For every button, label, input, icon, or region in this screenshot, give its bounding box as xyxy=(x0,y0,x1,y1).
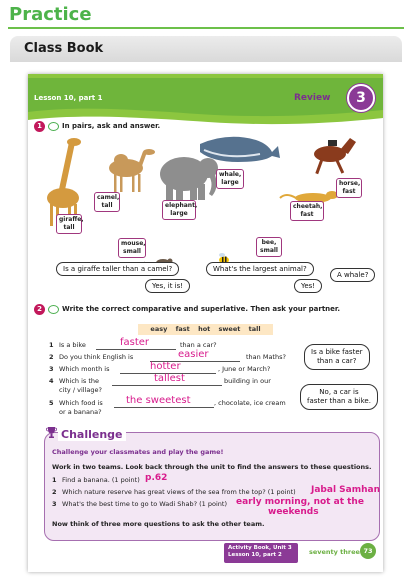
question-3-end: , June or March? xyxy=(218,365,271,373)
answer-line-5 xyxy=(114,407,214,408)
question-1: 1 Is a bike xyxy=(49,341,86,349)
review-badge: 3 xyxy=(347,84,375,112)
review-label: Review xyxy=(294,93,331,103)
answer-3: hotter xyxy=(150,361,181,372)
activity-book-tag: Activity Book, Unit 3 Lesson 10, part 2 xyxy=(224,543,298,563)
exercise-2-number: 2 xyxy=(34,304,45,315)
answer-line-4 xyxy=(112,385,222,386)
section-title: Class Book xyxy=(24,41,104,56)
challenge-closing: Now think of three more questions to ask the other team. xyxy=(52,520,265,528)
answer-4: tallest xyxy=(154,373,185,384)
question-5-line2: or a banana? xyxy=(59,408,102,416)
lesson-label: Lesson 10, part 1 xyxy=(34,94,103,102)
challenge-answer-1: p.62 xyxy=(145,473,168,483)
answer-2: easier xyxy=(178,349,209,360)
giraffe-label: giraffe, tall xyxy=(56,214,82,234)
page-number: 73 xyxy=(360,543,376,559)
elephant-icon xyxy=(160,157,218,200)
word-box xyxy=(138,324,273,335)
trophy-icon xyxy=(46,426,57,439)
cheetah-label: cheetah, fast xyxy=(290,201,324,221)
challenge-instruction: Work in two teams. Look back through the unit to find the answers to these questions. xyxy=(52,463,372,471)
word-box-item: sweet xyxy=(218,325,241,333)
title-divider xyxy=(8,27,404,29)
speech-bubble-b2: No, a car is faster than a bike. xyxy=(300,384,378,410)
challenge-answer-3-line1: early morning, not at the xyxy=(236,497,364,507)
answer-1: faster xyxy=(120,337,150,348)
horse-icon xyxy=(314,138,356,174)
question-4-line2: city / village? xyxy=(59,386,102,394)
giraffe-icon xyxy=(47,138,81,226)
word-box-item: fast xyxy=(175,325,190,333)
answer-line-1 xyxy=(96,349,176,350)
camel-icon xyxy=(109,149,155,192)
challenge-title: Challenge xyxy=(58,428,126,441)
camel-label: camel, tall xyxy=(94,192,120,212)
section-header xyxy=(10,36,402,62)
question-5-end: , chocolate, ice cream xyxy=(214,399,286,407)
speech-bubble-q3: A whale? xyxy=(330,268,375,282)
bee-label: bee, small xyxy=(256,237,282,257)
animals-illustration xyxy=(28,132,383,272)
mouse-label: mouse, small xyxy=(118,238,146,258)
speech-bubble-q2: What's the largest animal? xyxy=(206,262,314,276)
challenge-item-3: 3 What's the best time to go to Wadi Shab? (1 point) xyxy=(52,500,227,508)
word-box-item: tall xyxy=(248,325,261,333)
whale-icon xyxy=(200,137,280,162)
word-box-item: easy xyxy=(150,325,168,333)
word-box-item: hot xyxy=(198,325,211,333)
book-page xyxy=(28,74,383,572)
question-4: 4 Which is the xyxy=(49,377,100,385)
exercise-1-instruction: In pairs, ask and answer. xyxy=(62,122,161,130)
challenge-answer-2: Jabal Samhan xyxy=(311,485,380,495)
page-title: Practice xyxy=(9,4,92,25)
page-number-words: seventy three xyxy=(309,548,360,556)
answer-5: the sweetest xyxy=(126,395,191,406)
challenge-intro: Challenge your classmates and play the game! xyxy=(52,448,224,456)
question-4-end: building in our xyxy=(224,377,271,385)
speech-bubble-q1: Is a giraffe taller than a camel? xyxy=(56,262,179,276)
exercise-2-instruction: Write the correct comparative and superlative. Then ask your partner. xyxy=(62,305,341,313)
challenge-answer-3-line2: weekends xyxy=(268,507,319,517)
question-1-end: than a car? xyxy=(180,341,217,349)
horse-label: horse, fast xyxy=(336,178,362,198)
exercise-1-number: 1 xyxy=(34,121,45,132)
speech-bubble-a1: Yes, it is! xyxy=(145,279,190,293)
question-2-end: than Maths? xyxy=(246,353,286,361)
elephant-label: elephant, large xyxy=(162,200,196,220)
whale-label: whale, large xyxy=(216,169,244,189)
speech-bubble-a2: Yes! xyxy=(294,279,322,293)
speech-bubble-b1: Is a bike faster than a car? xyxy=(304,344,370,370)
speech-bubble-icon xyxy=(48,305,59,314)
question-5: 5 Which food is xyxy=(49,399,103,407)
speech-bubble-icon xyxy=(48,122,59,131)
question-2: 2 Do you think English is xyxy=(49,353,134,361)
challenge-item-2: 2 Which nature reserve has great views of the sea from the top? (1 point) xyxy=(52,488,296,496)
question-3: 3 Which month is xyxy=(49,365,110,373)
challenge-item-1: 1 Find a banana. (1 point) xyxy=(52,476,140,484)
